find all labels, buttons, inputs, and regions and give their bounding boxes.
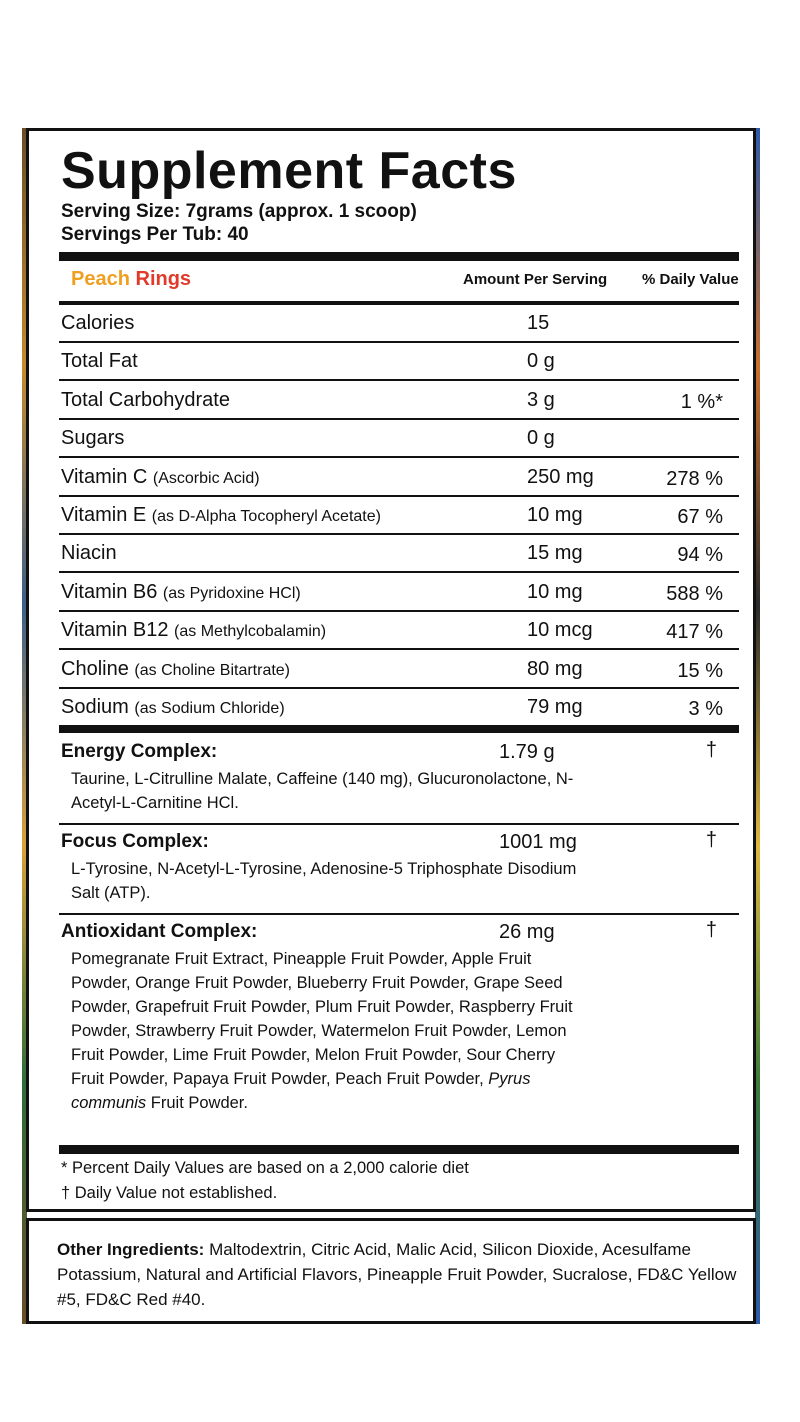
nutrient-name-main: Sodium bbox=[61, 696, 129, 718]
nutrient-name-sub: (as Choline Bitartrate) bbox=[134, 661, 291, 679]
nutrient-name-main: Vitamin C bbox=[61, 465, 148, 488]
serving-size: Serving Size: 7grams (approx. 1 scoop) bbox=[61, 201, 417, 222]
complex-ingredients-text: L-Tyrosine, N-Acetyl-L-Tyrosine, Adenosine-5 Triphosphate Disodium Salt (ATP). bbox=[71, 860, 577, 902]
complex-ingredients-text: Pomegranate Fruit Extract, Pineapple Fruit Powder, Apple Fruit Powder, Orange Fruit Powder, Blueberry Fruit Powder, Grape Seed Powder, Grapefruit Fruit Powder, Plum Fruit Powder, Raspberry Fruit Powder, Strawberry Fruit Powder, Watermelon Fruit Powder, Lemon Fruit Powder, Lime Fruit Powder, Melon Fruit Powder, Sour Cherry Fruit Powder, Papaya Fruit Powder, Peach Fruit Powder, bbox=[71, 950, 573, 1088]
page-title: Supplement Facts bbox=[61, 142, 517, 200]
nutrient-amount: 3 g bbox=[527, 388, 555, 411]
complex-amount: 26 mg bbox=[499, 921, 555, 943]
other-ingredients-label: Other Ingredients: bbox=[57, 1240, 205, 1259]
nutrient-name bbox=[61, 312, 134, 335]
nutrient-daily-value: 278 % bbox=[666, 467, 723, 490]
nutrient-name-sub: (as Sodium Chloride) bbox=[134, 700, 285, 717]
other-ingredients-panel bbox=[26, 1218, 756, 1324]
daily-value-header: % Daily Value bbox=[642, 271, 739, 288]
nutrient-daily-value: 588 % bbox=[666, 582, 723, 605]
supplement-facts-panel bbox=[26, 128, 756, 1212]
nutrient-name-main: Niacin bbox=[61, 542, 117, 565]
nutrient-name-main: Sugars bbox=[61, 427, 125, 450]
nutrient-name-main: Calories bbox=[61, 312, 135, 334]
nutrient-name bbox=[61, 389, 230, 412]
nutrient-daily-value: 67 % bbox=[677, 506, 723, 528]
nutrient-name bbox=[61, 619, 326, 642]
thick-divider bbox=[59, 252, 739, 261]
nutrient-row bbox=[59, 459, 739, 497]
nutrient-amount: 250 mg bbox=[527, 465, 594, 488]
complex-ingredients-italic: Pyrus communis bbox=[71, 1070, 531, 1112]
complex-name: Energy Complex: bbox=[61, 741, 218, 762]
nutrient-name-main: Vitamin B6 bbox=[61, 580, 158, 603]
nutrient-amount: 80 mg bbox=[527, 657, 583, 680]
nutrient-name bbox=[61, 542, 117, 565]
nutrient-name-main: Total Carbohydrate bbox=[61, 388, 230, 411]
nutrient-daily-value: 3 % bbox=[688, 698, 723, 720]
nutrient-daily-value: 1 %* bbox=[680, 390, 723, 413]
nutrient-name bbox=[61, 427, 124, 450]
footnote-percent: * Percent Daily Values are based on a 2,000 calorie diet bbox=[61, 1159, 469, 1177]
nutrient-name bbox=[61, 696, 285, 719]
nutrient-name-main: Total Fat bbox=[61, 350, 138, 373]
nutrient-amount: 79 mg bbox=[527, 696, 583, 718]
nutrient-row bbox=[59, 497, 739, 535]
amount-header: Amount Per Serving bbox=[463, 271, 608, 288]
nutrient-name bbox=[61, 581, 301, 604]
footnote-dagger: † Daily Value not established. bbox=[61, 1184, 278, 1202]
nutrient-row bbox=[59, 689, 739, 727]
complex-daily-value: † bbox=[705, 739, 717, 761]
nutrient-name-main: Choline bbox=[61, 657, 129, 680]
nutrient-row bbox=[59, 343, 739, 381]
nutrient-amount: 0 g bbox=[527, 350, 555, 373]
complex-name: Focus Complex: bbox=[61, 831, 209, 852]
nutrient-name-main: Vitamin E bbox=[61, 504, 147, 526]
nutrient-row bbox=[59, 382, 739, 420]
nutrient-name-sub: (as Pyridoxine HCl) bbox=[162, 584, 301, 602]
nutrient-name bbox=[61, 466, 260, 489]
complex-daily-value: † bbox=[705, 919, 717, 941]
flavor-name bbox=[71, 268, 191, 291]
nutrient-daily-value: 417 % bbox=[666, 621, 723, 644]
nutrient-name bbox=[61, 504, 381, 527]
nutrient-amount: 0 g bbox=[527, 427, 555, 450]
complex-amount: 1001 mg bbox=[499, 831, 577, 853]
complex-divider bbox=[59, 727, 739, 733]
nutrient-amount: 10 mg bbox=[527, 504, 583, 526]
nutrient-row bbox=[59, 612, 739, 650]
flavor-word-2: Rings bbox=[135, 268, 192, 290]
nutrient-daily-value: 94 % bbox=[677, 544, 723, 567]
complex-daily-value: † bbox=[705, 829, 717, 851]
nutrient-name-sub: (as Methylcobalamin) bbox=[174, 623, 327, 641]
nutrient-amount: 15 bbox=[527, 312, 550, 334]
nutrient-name-sub: (as D-Alpha Tocopheryl Acetate) bbox=[151, 508, 381, 525]
nutrient-daily-value: 15 % bbox=[677, 659, 723, 682]
servings-per-tub: Servings Per Tub: 40 bbox=[61, 224, 249, 245]
nutrient-amount: 10 mcg bbox=[527, 619, 593, 642]
complex-name: Antioxidant Complex: bbox=[61, 921, 258, 942]
other-ingredients-text: Maltodextrin, Citric Acid, Malic Acid, Silicon Dioxide, Acesulfame Potassium, Natural and Artificial Flavors, Pineapple Fruit Powder, Sucralose, FD&C Yellow #5, FD&C Red #40. bbox=[57, 1240, 737, 1309]
footer-divider bbox=[59, 1145, 739, 1154]
complex-block bbox=[59, 735, 739, 825]
nutrient-row bbox=[59, 305, 739, 343]
complex-block bbox=[59, 825, 739, 915]
complex-ingredients bbox=[71, 767, 591, 815]
nutrient-name-main: Vitamin B12 bbox=[61, 619, 169, 642]
nutrient-name bbox=[61, 658, 290, 681]
other-ingredients bbox=[57, 1237, 737, 1312]
complex-ingredients bbox=[71, 947, 591, 1115]
complex-ingredients bbox=[71, 857, 591, 905]
complex-block bbox=[59, 915, 739, 1143]
complex-ingredients-text: Taurine, L-Citrulline Malate, Caffeine (140 mg), Glucuronolactone, N-Acetyl-L-Carnitine HCl. bbox=[71, 770, 574, 812]
nutrient-row bbox=[59, 420, 739, 458]
complex-ingredients-tail: Fruit Powder. bbox=[146, 1094, 248, 1112]
nutrient-row bbox=[59, 574, 739, 612]
nutrient-name bbox=[61, 350, 138, 373]
nutrient-amount: 15 mg bbox=[527, 542, 583, 565]
complex-amount: 1.79 g bbox=[499, 741, 555, 763]
nutrient-amount: 10 mg bbox=[527, 580, 583, 603]
nutrient-row bbox=[59, 535, 739, 573]
flavor-word-1: Peach bbox=[71, 268, 130, 290]
nutrient-row bbox=[59, 651, 739, 689]
nutrient-name-sub: (Ascorbic Acid) bbox=[152, 469, 260, 487]
